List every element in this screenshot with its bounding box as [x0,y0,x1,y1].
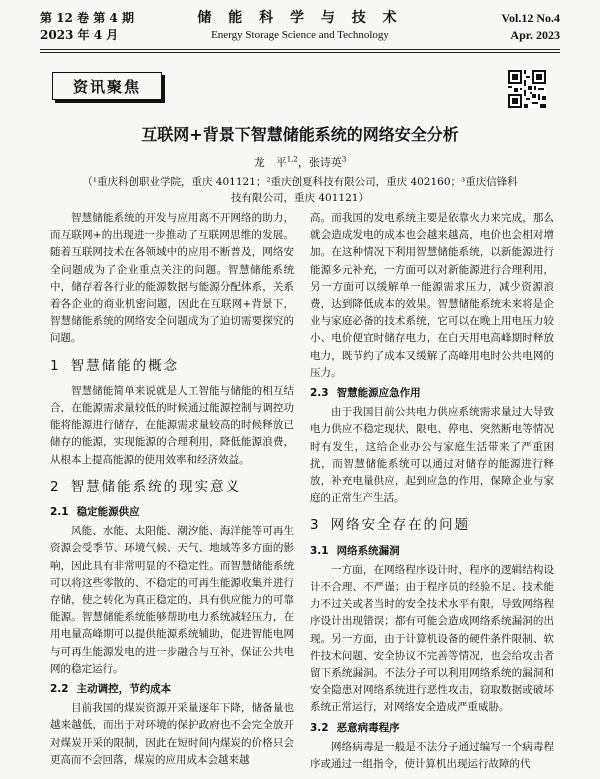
subsection-heading [310,385,554,402]
section-heading [310,517,554,534]
header-volume-en: Vol.12 No.4 [501,11,560,25]
author-name: 张诗英 [308,156,342,169]
header-rule [40,49,560,50]
subsection-number: 3.1 [310,544,329,557]
subsection-title: 恶意病毒程序 [336,721,400,734]
section-title: 智慧储能的概念 [70,357,180,374]
section-heading [50,358,294,375]
journal-title-cn: 储 能 科 学 与 技 术 [197,10,403,26]
author-separator: ， [297,156,309,169]
section-number: 2 [50,478,61,495]
author-name: 龙 平 [253,156,287,169]
paragraph: 一方面，在网络程序设计时，程序的逻辑结构设计不合理、不严谨；由于程序员的经验不足、技术能力不过关或者当时的安全技术水平有限，导致网络程序设计出现错误；都有可能会造成网络系统漏洞的出现。另一方面，由于计算机设备的硬件条件限制、软件技术问题、安全协议不完善等情况，也会给攻击者留下系统漏洞。不法分子可以利用网络系统的漏洞和安全隐患对网络系统进行恶性攻击，窃取数据或破坏系统正常运行，对网络安全造成严重威胁。 [310,563,554,714]
paragraph: 智慧储能简单来说就是人工智能与储能的相互结合，在能源需求量较低的时候通过能源控制与调控功能将能源进行储存，在能源需求量较高的时候释放已储存的能源，实现能源的合理利用，降低能源浪费，从根本上提高能源的使用效率和经济效益。 [50,384,294,466]
section-title: 智慧储能系统的现实意义 [70,478,242,495]
article-title: 互联网+背景下智慧储能系统的网络安全分析 [141,125,459,144]
subsection-heading [50,681,294,698]
paragraph: 智慧储能系统的开发与应用离不开网络的助力，而互联网+的出现进一步推动了互联网思维的发展。随着互联网技术在各领域中的应用不断普及，网络安全问题成为了企业重点关注的问题。智慧储能系统中，储存着各行业的能源数据与能源分配体系，关系着各企业的商业机密问题，因此在互联网+背景下，智慧储能系统的网络安全问题成为了迫切需要探究的问题。 [50,212,294,345]
subsection-number: 2.1 [50,506,69,519]
author-line [40,154,560,170]
subsection-title: 稳定能源供应 [76,506,140,519]
running-header [40,6,560,48]
journal-title-en: Energy Storage Science and Technology [211,29,389,41]
paragraph: 由于我国目前公共电力供应系统需求量过大导致电力供应不稳定现状，限电、停电、突然断电等情况时有发生，这给企业办公与家庭生活带来了严重困扰，而智慧储能系统可以通过对储存的能源进行释放，补充电量供应，起到应急的作用，保障企业与家庭的正常生产生活。 [310,406,554,505]
column-tag: 资讯聚焦 [52,72,162,100]
section-number: 1 [50,357,61,374]
header-issue-info-en [501,10,560,44]
subsection-title: 网络系统漏洞 [336,544,400,557]
subsection-title: 主动调控，节约成本 [76,683,172,696]
subsection-heading [310,543,554,560]
subsection-number: 2.3 [310,387,329,400]
subsection-heading [50,504,294,521]
paragraph: 目前我国的煤炭资源开采量逐年下降，储备量也越来越低，而出于对环境的保护政府也不会完全放开对煤炭开采的限制，因此在短时间内煤炭的价格只会更高而不会回落，煤炭的应用成本会越来越 [50,702,294,766]
body-column-right [310,210,554,773]
author-affil-marker: 1,2 [286,155,298,164]
body-column-left [50,210,294,769]
affiliations: （¹重庆科创职业学院，重庆 401121；²重庆创夏科技有限公司，重庆 402160；³重庆信锋科技有限公司，重庆 401121） [82,176,518,204]
section-title: 网络安全存在的问题 [330,517,471,534]
author-affil-marker: 3 [341,155,347,164]
section-heading [50,479,294,496]
qr-code-icon [508,70,546,108]
paragraph: 高。而我国的发电系统主要是依靠火力来完成，那么就会造成发电的成本也会越来越高，电价也会相对增加。在这种情况下利用智慧储能系统，以新能源进行能源多元补充，一方面可以对新能源进行合理利用，另一方面可以缓解单一能源需求压力，减少资源浪费，达到降低成本的效果。智慧储能系统未来将是企业与家庭必备的技术系统，它可以在晚上用电压力较小、电价便宜时储存电力，在白天用电高峰期时释放电力，既节约了成本又缓解了高峰用电时公共电网的压力。 [310,212,554,379]
header-date: 2023 年 4 月 [40,28,119,42]
header-volume: 第 12 卷 第 4 期 [40,11,134,25]
subsection-number: 2.2 [50,683,69,696]
subsection-heading [310,720,554,737]
header-journal [40,10,560,43]
subsection-number: 3.2 [310,721,329,734]
header-rule-thin [40,52,560,53]
paragraph: 网络病毒是一般是不法分子通过编写一个病毒程序或通过一组指令，使计算机出现运行故障的代 [310,740,554,771]
header-date-en: Apr. 2023 [510,28,560,42]
subsection-title: 智慧能源应急作用 [336,387,421,400]
paragraph: 风能、水能、太阳能、潮汐能、海洋能等可再生资源会受季节、环境气候、天气、地域等多方面的影响，因此具有非常明显的不稳定性。而智慧储能系统可以将这些零散的、不稳定的可再生能源收集并进行存储，使之转化为真正稳定的、具有供应能力的可靠能源。智慧储能系统能够帮助电力系统减轻压力，在用电量高峰期可以提供能源系统辅助，促进智能电网与可再生能源发电的进一步融合与互补，保证公共电网的稳定运行。 [50,525,294,675]
section-number: 3 [310,517,321,534]
